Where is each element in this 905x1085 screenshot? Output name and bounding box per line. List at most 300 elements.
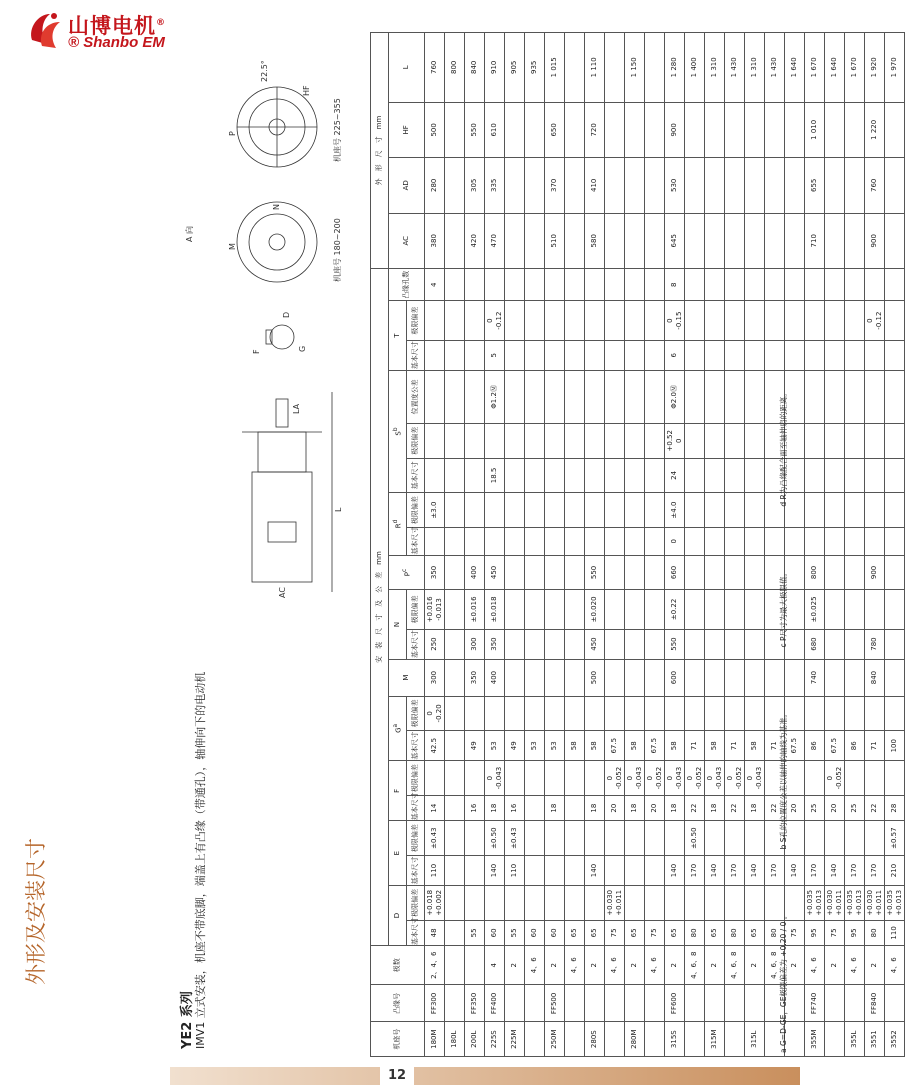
cell-nt — [625, 590, 645, 629]
cell-dt — [665, 886, 685, 921]
sub-basic: 基本尺寸 — [407, 920, 425, 945]
cell-hf — [845, 102, 865, 157]
cell-f: 18 — [665, 795, 685, 820]
cell-g: 71 — [725, 731, 745, 761]
cell-frame: 3551 — [865, 1022, 885, 1057]
cell-d: 75 — [645, 920, 665, 945]
cell-ac — [725, 213, 745, 268]
cell-ft — [445, 761, 465, 796]
cell-t — [705, 340, 725, 370]
cell-f — [525, 795, 545, 820]
sub-basic: 基本尺寸 — [407, 795, 425, 820]
cell-f: 22 — [725, 795, 745, 820]
cell-poles: 4、6 — [605, 946, 625, 985]
cell-tt — [465, 301, 485, 340]
cell-gt — [665, 696, 685, 731]
cell-e: 170 — [865, 855, 885, 885]
cell-e: 110 — [505, 855, 525, 885]
cell-poles: 2 — [785, 946, 805, 985]
cell-d: 75 — [605, 920, 625, 945]
cell-frame — [825, 1022, 845, 1057]
cell-ac: 645 — [665, 213, 685, 268]
cell-poles: 4 — [485, 946, 505, 985]
cell-ft: 0 -0.052 — [605, 761, 625, 796]
cell-hf — [605, 102, 625, 157]
cell-ad — [645, 158, 665, 213]
cell-r — [865, 527, 885, 555]
cell-ad — [445, 158, 465, 213]
table-row — [625, 33, 645, 1057]
table-notes — [778, 329, 789, 1053]
cell-p — [725, 555, 745, 590]
cell-flange: FF500 — [545, 985, 565, 1022]
cell-tt — [725, 301, 745, 340]
cell-d: 60 — [485, 920, 505, 945]
cell-pos — [705, 370, 725, 423]
cell-n — [605, 629, 625, 659]
cell-holes — [545, 268, 565, 301]
dim-M-label: M — [228, 243, 237, 250]
cell-pos: Φ1.2Ⓜ — [485, 370, 505, 423]
cell-ft: 0 -0.052 — [645, 761, 665, 796]
cell-tt: 0 -0.12 — [485, 301, 505, 340]
cell-flange: FF300 — [425, 985, 445, 1022]
cell-s — [705, 458, 725, 493]
cell-pos — [685, 370, 705, 423]
cell-f: 28 — [885, 795, 905, 820]
cell-f: 16 — [505, 795, 525, 820]
cell-gt — [685, 696, 705, 731]
cell-holes — [565, 268, 585, 301]
cell-l: 1 310 — [705, 33, 725, 103]
cell-d: 55 — [505, 920, 525, 945]
cell-nt — [825, 590, 845, 629]
cell-ft: 0 -0.043 — [745, 761, 765, 796]
cell-ac — [625, 213, 645, 268]
cell-gt — [625, 696, 645, 731]
cell-poles: 2 — [505, 946, 525, 985]
cell-nt — [885, 590, 905, 629]
cell-hf: 500 — [425, 102, 445, 157]
cell-hf: 650 — [545, 102, 565, 157]
cell-st — [585, 423, 605, 458]
cell-frame: 3552 — [885, 1022, 905, 1057]
cell-gt — [545, 696, 565, 731]
cell-st — [805, 423, 825, 458]
cell-ac — [685, 213, 705, 268]
cell-e: 140 — [585, 855, 605, 885]
cell-rt — [445, 493, 465, 528]
cell-tt — [565, 301, 585, 340]
cell-pos — [645, 370, 665, 423]
cell-gt — [645, 696, 665, 731]
cell-r — [505, 527, 525, 555]
cell-poles: 4、6 — [645, 946, 665, 985]
cell-t — [885, 340, 905, 370]
cell-e — [645, 855, 665, 885]
cell-ad: 410 — [585, 158, 605, 213]
cell-poles: 4、6 — [565, 946, 585, 985]
cell-s — [505, 458, 525, 493]
cell-s — [805, 458, 825, 493]
cell-ac: 420 — [465, 213, 485, 268]
cell-st — [645, 423, 665, 458]
cell-s — [865, 458, 885, 493]
cell-ft — [425, 761, 445, 796]
cell-gt — [565, 696, 585, 731]
cell-d: 75 — [785, 920, 805, 945]
cell-n — [725, 629, 745, 659]
cell-dt — [725, 886, 745, 921]
cell-s — [825, 458, 845, 493]
cell-s — [685, 458, 705, 493]
note-c: c P尺寸为最大极限值。 — [779, 569, 788, 648]
cell-l: 1 970 — [885, 33, 905, 103]
cell-e — [625, 855, 645, 885]
cell-n — [505, 629, 525, 659]
cell-rt: ±4.0 — [665, 493, 685, 528]
cell-dt — [545, 886, 565, 921]
cell-f: 25 — [805, 795, 825, 820]
cell-tt: 0 -0.12 — [865, 301, 885, 340]
cell-et — [585, 821, 605, 856]
cell-rt — [725, 493, 745, 528]
cell-hf — [645, 102, 665, 157]
cell-poles: 4、6 — [845, 946, 865, 985]
cell-tt — [445, 301, 465, 340]
cell-g: 67.5 — [645, 731, 665, 761]
table-row — [705, 33, 725, 1057]
cell-s: 24 — [665, 458, 685, 493]
cell-dt: +0.030 +0.011 — [605, 886, 625, 921]
cell-e — [565, 855, 585, 885]
sub-position: 位置度公差 — [407, 370, 425, 423]
cell-t — [445, 340, 465, 370]
cell-e: 170 — [765, 855, 785, 885]
cell-ft — [525, 761, 545, 796]
cell-l: 1 430 — [765, 33, 785, 103]
motor-drawings — [182, 42, 352, 602]
cell-t — [585, 340, 605, 370]
col-AD: AD — [389, 158, 425, 213]
cell-s — [605, 458, 625, 493]
cell-pos — [865, 370, 885, 423]
cell-frame: 280S — [585, 1022, 605, 1057]
cell-nt — [705, 590, 725, 629]
cell-m — [845, 659, 865, 696]
cell-holes — [585, 268, 605, 301]
cell-ft — [585, 761, 605, 796]
cell-r — [805, 527, 825, 555]
cell-rt — [545, 493, 565, 528]
col-L: L — [389, 33, 425, 103]
col-S: $S^b$ — [389, 370, 407, 492]
cell-d: 95 — [805, 920, 825, 945]
cell-g: 49 — [505, 731, 525, 761]
cell-f: 18 — [585, 795, 605, 820]
cell-n — [685, 629, 705, 659]
cell-rt — [585, 493, 605, 528]
cell-hf: 610 — [485, 102, 505, 157]
cell-ad — [785, 158, 805, 213]
cell-holes — [525, 268, 545, 301]
cell-gt — [605, 696, 625, 731]
cell-ac — [885, 213, 905, 268]
cell-ac: 510 — [545, 213, 565, 268]
cell-rt — [465, 493, 485, 528]
cell-tt — [685, 301, 705, 340]
cell-m — [645, 659, 665, 696]
cell-ac — [505, 213, 525, 268]
cell-gt — [705, 696, 725, 731]
dimension-table — [370, 32, 905, 1057]
table-row — [465, 33, 485, 1057]
cell-nt — [745, 590, 765, 629]
cell-et — [745, 821, 765, 856]
cell-nt — [525, 590, 545, 629]
cell-dt — [505, 886, 525, 921]
cell-nt — [605, 590, 625, 629]
cell-ft — [865, 761, 885, 796]
cell-rt — [825, 493, 845, 528]
cell-frame — [605, 1022, 625, 1057]
cell-p: 400 — [465, 555, 485, 590]
cell-r — [425, 527, 445, 555]
angle-label: 22.5° — [260, 60, 269, 82]
cell-g — [445, 731, 465, 761]
cell-f: 16 — [465, 795, 485, 820]
cell-poles: 4、6 — [805, 946, 825, 985]
cell-ac: 380 — [425, 213, 445, 268]
cell-poles: 2 — [545, 946, 565, 985]
cell-frame — [645, 1022, 665, 1057]
cell-ad — [725, 158, 745, 213]
cell-m — [825, 659, 845, 696]
cell-p: 350 — [425, 555, 445, 590]
cell-hf — [825, 102, 845, 157]
cell-st — [425, 423, 445, 458]
cell-rt — [605, 493, 625, 528]
cell-et — [445, 821, 465, 856]
col-E: E — [389, 821, 407, 886]
cell-f: 20 — [785, 795, 805, 820]
cell-p — [625, 555, 645, 590]
cell-l: 840 — [465, 33, 485, 103]
cell-pos — [625, 370, 645, 423]
cell-s — [745, 458, 765, 493]
cell-ac — [525, 213, 545, 268]
cell-f: 18 — [705, 795, 725, 820]
cell-st: +0.52 0 — [665, 423, 685, 458]
cell-l: 1 670 — [805, 33, 825, 103]
cell-poles: 2 — [825, 946, 845, 985]
cell-hf — [885, 102, 905, 157]
cell-ac: 470 — [485, 213, 505, 268]
cell-hf — [725, 102, 745, 157]
table-row — [665, 33, 685, 1057]
cell-d: 48 — [425, 920, 445, 945]
brand-name-cn: 山博电机® — [68, 14, 166, 38]
cell-l: 905 — [505, 33, 525, 103]
cell-s — [625, 458, 645, 493]
cell-et: ±0.50 — [685, 821, 705, 856]
cell-holes — [825, 268, 845, 301]
cell-poles — [465, 946, 485, 985]
cell-f: 22 — [865, 795, 885, 820]
cell-gt — [505, 696, 525, 731]
cell-g: 42.5 — [425, 731, 445, 761]
cell-rt — [865, 493, 885, 528]
cell-r — [705, 527, 725, 555]
cell-t — [745, 340, 765, 370]
cell-et — [465, 821, 485, 856]
cell-frame: 355L — [845, 1022, 865, 1057]
cell-m: 500 — [585, 659, 605, 696]
col-N: N — [389, 590, 407, 659]
side-title: 外形及安装尺寸 — [24, 838, 48, 985]
cell-n — [845, 629, 865, 659]
cell-et — [545, 821, 565, 856]
cell-l: 800 — [445, 33, 465, 103]
note-b: b S孔的位置度公差以轴伸的轴线为基准。 — [779, 709, 788, 850]
table-row — [585, 33, 605, 1057]
col-F: F — [389, 761, 407, 821]
cell-e — [465, 855, 485, 885]
sub-tolerance: 极限偏差 — [407, 493, 425, 528]
table-row — [425, 33, 445, 1057]
cell-nt: ±0.020 — [585, 590, 605, 629]
cell-d: 80 — [765, 920, 785, 945]
cell-dt — [465, 886, 485, 921]
cell-e: 110 — [425, 855, 445, 885]
cell-dt: +0.035 +0.013 — [845, 886, 865, 921]
cell-gt — [885, 696, 905, 731]
col-M: M — [389, 659, 425, 696]
cell-holes — [605, 268, 625, 301]
cell-rt — [645, 493, 665, 528]
cell-n — [825, 629, 845, 659]
col-holes: 凸缘孔数 — [389, 268, 425, 301]
cell-e: 140 — [485, 855, 505, 885]
cell-t — [545, 340, 565, 370]
cell-hf: 720 — [585, 102, 605, 157]
cell-poles: 2 — [665, 946, 685, 985]
cell-frame — [685, 1022, 705, 1057]
cell-e: 140 — [705, 855, 725, 885]
cell-flange — [885, 985, 905, 1022]
cell-ad — [525, 158, 545, 213]
cell-m: 740 — [805, 659, 825, 696]
cell-ad — [745, 158, 765, 213]
cell-st — [845, 423, 865, 458]
cell-p — [525, 555, 545, 590]
cell-f: 25 — [845, 795, 865, 820]
cell-d: 60 — [545, 920, 565, 945]
cell-st — [745, 423, 765, 458]
cell-frame: 315M — [705, 1022, 725, 1057]
cell-st — [685, 423, 705, 458]
cell-ac — [605, 213, 625, 268]
cell-t — [685, 340, 705, 370]
cell-ft — [885, 761, 905, 796]
cell-r: 0 — [665, 527, 685, 555]
cell-p: 550 — [585, 555, 605, 590]
cell-d: 65 — [565, 920, 585, 945]
cell-tt — [645, 301, 665, 340]
sub-basic: 基本尺寸 — [407, 731, 425, 761]
cell-tt — [625, 301, 645, 340]
cell-flange — [605, 985, 625, 1022]
cell-st — [565, 423, 585, 458]
cell-pos — [545, 370, 565, 423]
cell-tt — [505, 301, 525, 340]
cell-st — [865, 423, 885, 458]
sub-basic: 基本尺寸 — [407, 340, 425, 370]
cell-g: 71 — [765, 731, 785, 761]
cell-n — [745, 629, 765, 659]
table-row — [445, 33, 465, 1057]
cell-f: 22 — [685, 795, 705, 820]
cell-frame: 315S — [665, 1022, 685, 1057]
cell-t — [865, 340, 885, 370]
cell-pos — [745, 370, 765, 423]
cell-n: 300 — [465, 629, 485, 659]
cell-nt: ±0.016 — [465, 590, 485, 629]
cell-tt — [605, 301, 625, 340]
cell-ft: 0 -0.043 — [625, 761, 645, 796]
cell-r — [565, 527, 585, 555]
sub-basic: 基本尺寸 — [407, 855, 425, 885]
cell-frame: 315L — [745, 1022, 765, 1057]
cell-flange — [505, 985, 525, 1022]
cell-g: 58 — [665, 731, 685, 761]
cell-nt: ±0.025 — [805, 590, 825, 629]
cell-frame: 225S — [485, 1022, 505, 1057]
cell-flange — [445, 985, 465, 1022]
cell-holes: 4 — [425, 268, 445, 301]
cell-ac — [765, 213, 785, 268]
cell-m — [625, 659, 645, 696]
table-row — [645, 33, 665, 1057]
cell-t — [845, 340, 865, 370]
cell-p — [565, 555, 585, 590]
cell-l: 1 310 — [745, 33, 765, 103]
cell-flange: FF400 — [485, 985, 505, 1022]
cell-holes — [485, 268, 505, 301]
sub-basic: 基本尺寸 — [407, 458, 425, 493]
cell-ad — [685, 158, 705, 213]
cell-r — [525, 527, 545, 555]
cell-r — [685, 527, 705, 555]
cell-hf: 550 — [465, 102, 485, 157]
cell-dt — [705, 886, 725, 921]
cell-m — [525, 659, 545, 696]
cell-ac — [705, 213, 725, 268]
cell-e: 140 — [745, 855, 765, 885]
cell-t — [825, 340, 845, 370]
cell-p — [845, 555, 865, 590]
cell-d: 60 — [525, 920, 545, 945]
cell-l: 760 — [425, 33, 445, 103]
cell-poles: 4、6、8 — [685, 946, 705, 985]
table-row — [845, 33, 865, 1057]
table-row — [605, 33, 625, 1057]
cell-r — [585, 527, 605, 555]
cell-l: 1 280 — [665, 33, 685, 103]
cell-m — [505, 659, 525, 696]
cell-frame — [525, 1022, 545, 1057]
cell-g: 58 — [625, 731, 645, 761]
